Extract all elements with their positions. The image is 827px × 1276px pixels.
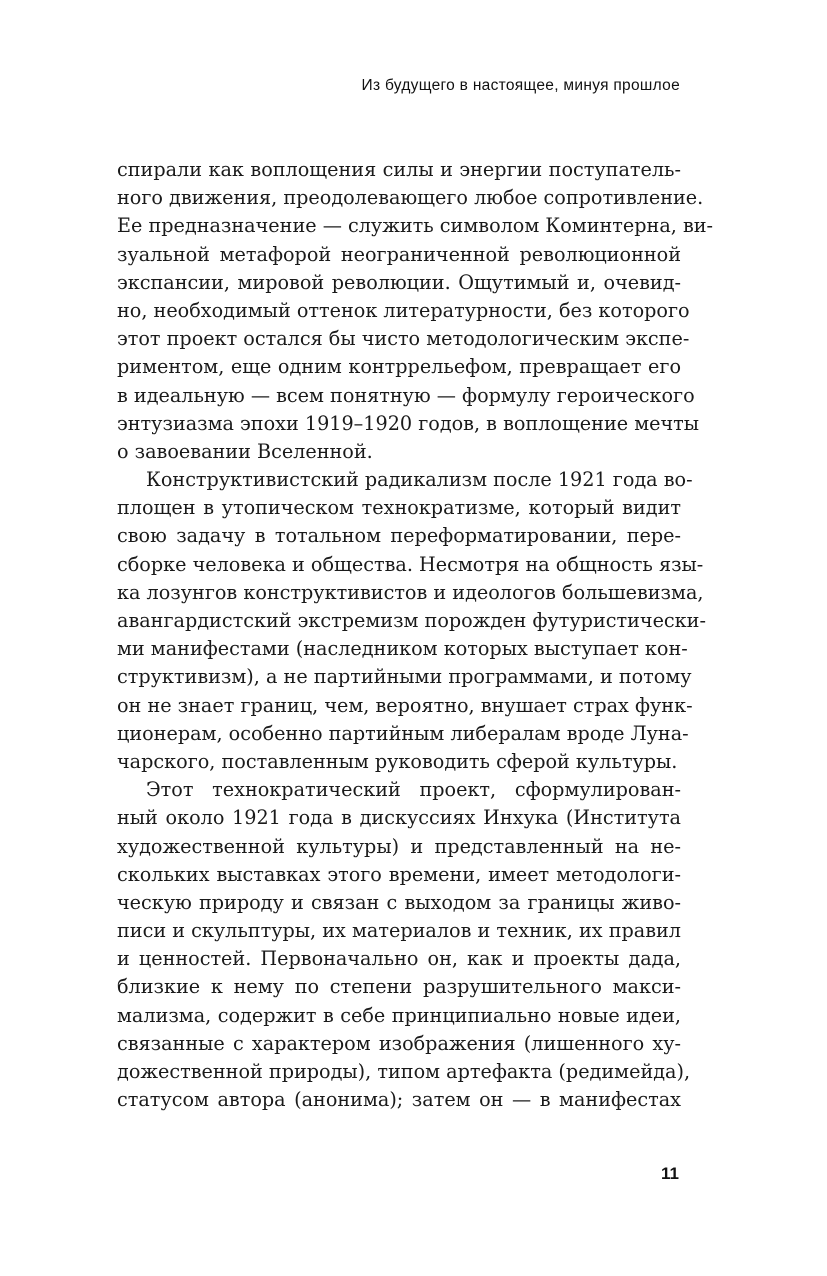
text-line: ционерам, особенно партийным либералам вроде Луна- bbox=[117, 721, 689, 745]
text-line: связанные с характером изображения (лишенного ху- bbox=[117, 1031, 681, 1055]
paragraph bbox=[117, 466, 706, 776]
text-line: сборке человека и общества. Несмотря на общность язы- bbox=[117, 552, 704, 576]
text-line: зуальной метафорой неограниченной революционной bbox=[117, 242, 681, 266]
text-line: структивизм), а не партийными программами, и потому bbox=[117, 665, 692, 689]
text-line: в идеальную — всем понятную — формулу героического bbox=[117, 383, 695, 407]
text-line: этот проект остался бы чисто методологическим экспе- bbox=[117, 327, 690, 351]
text-line: ми манифестами (наследником которых выступает кон- bbox=[117, 637, 688, 661]
text-line: ный около 1921 года в дискуссиях Инхука (Института bbox=[117, 806, 681, 830]
text-line: статусом автора (анонима); затем он — в манифестах bbox=[117, 1088, 681, 1112]
text-line: чарского, поставленным руководить сферой культуры. bbox=[117, 749, 678, 773]
text-line: мализма, содержит в себе принципиально новые идеи, bbox=[117, 1003, 681, 1027]
text-line: он не знает границ, чем, вероятно, внушает страх функ- bbox=[117, 693, 693, 717]
text-line: художественной культуры) и представленный на не- bbox=[117, 834, 681, 858]
text-line: Конструктивистский радикализм после 1921 года во- bbox=[146, 468, 693, 492]
text-line: и ценностей. Первоначально он, как и проекты дада, bbox=[117, 947, 681, 971]
text-line: ного движения, преодолевающего любое сопротивление. bbox=[117, 186, 704, 210]
running-head: Из будущего в настоящее, минуя прошлое bbox=[361, 77, 680, 94]
paragraph bbox=[117, 776, 691, 1114]
text-line: близкие к нему по степени разрушительного макси- bbox=[117, 975, 681, 999]
body-text bbox=[117, 156, 714, 1114]
text-line: но, необходимый оттенок литературности, без которого bbox=[117, 298, 690, 322]
text-line: о завоевании Вселенной. bbox=[117, 439, 373, 463]
text-line: ческую природу и связан с выходом за границы живо- bbox=[117, 890, 681, 914]
text-line: дожественной природы), типом артефакта (редимейда), bbox=[117, 1060, 691, 1083]
text-line: Ее предназначение — служить символом Коминтерна, ви- bbox=[117, 214, 714, 238]
text-line: Этот технократический проект, сформулирован- bbox=[146, 778, 681, 802]
text-line: скольких выставках этого времени, имеет методологи- bbox=[117, 862, 681, 886]
text-line: свою задачу в тотальном переформатировании, пере- bbox=[117, 524, 681, 548]
text-line: ка лозунгов конструктивистов и идеологов большевизма, bbox=[117, 580, 704, 604]
text-line: энтузиазма эпохи 1919–1920 годов, в воплощение мечты bbox=[117, 411, 700, 435]
text-line: риментом, еще одним контррельефом, превращает его bbox=[117, 355, 681, 379]
paragraph bbox=[117, 156, 714, 466]
text-line: авангардистский экстремизм порожден футуристически- bbox=[117, 609, 706, 632]
page-number: 11 bbox=[661, 1164, 679, 1183]
text-line: спирали как воплощения силы и энергии поступатель- bbox=[117, 158, 681, 181]
text-line: экспансии, мировой революции. Ощутимый и, очевид- bbox=[117, 270, 681, 294]
text-line: площен в утопическом технократизме, который видит bbox=[117, 496, 681, 520]
text-line: писи и скульптуры, их материалов и техник, их правил bbox=[117, 919, 681, 943]
